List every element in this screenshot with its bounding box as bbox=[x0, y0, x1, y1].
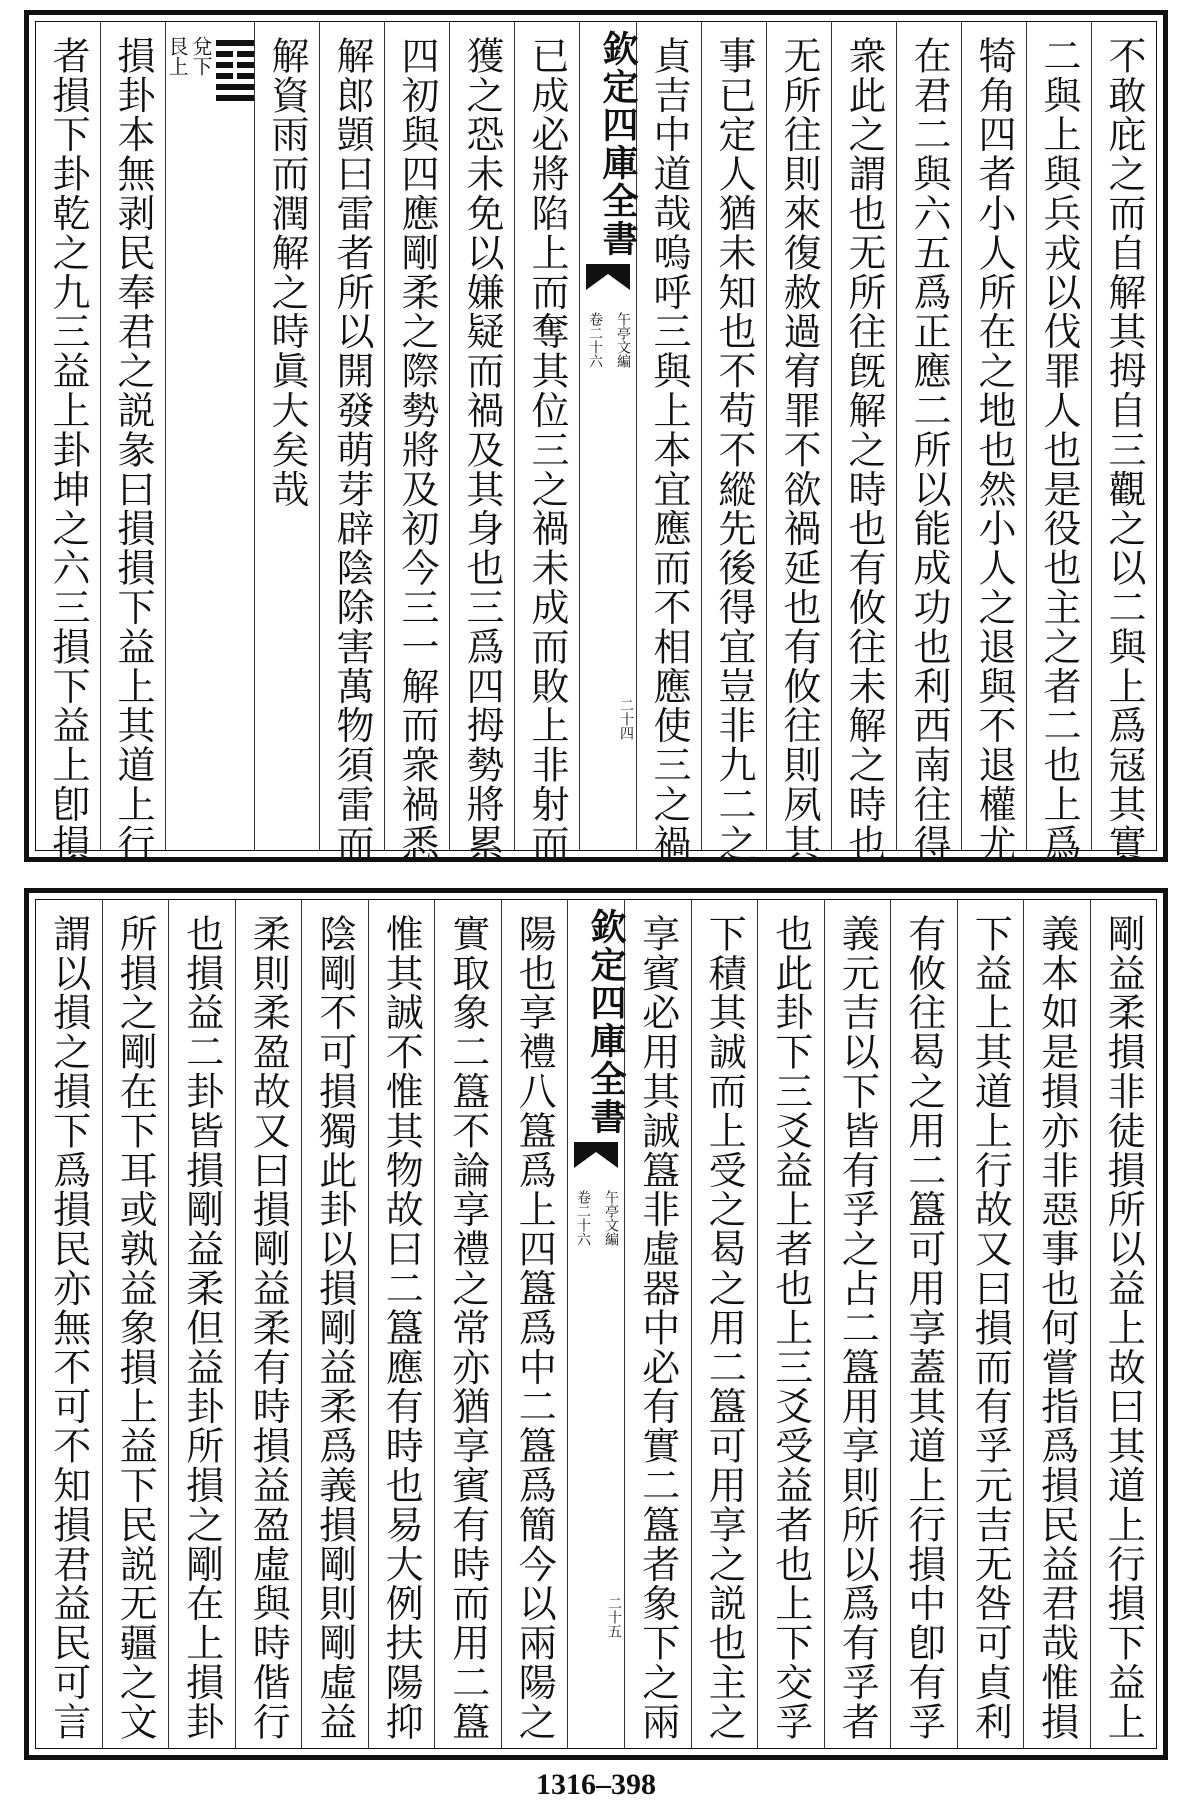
column-text: 也損益二卦皆損剛益柔但益卦所損之剛在上損卦 bbox=[179, 914, 224, 1742]
folio-number: 二十四 bbox=[618, 698, 634, 740]
text-column bbox=[384, 22, 449, 864]
column-text: 者損下卦乾之九三益上卦坤之六三損下益上卽損 bbox=[46, 36, 90, 864]
trigram-note bbox=[166, 36, 212, 76]
text-column bbox=[235, 900, 302, 1748]
top-page-frame bbox=[35, 21, 1157, 864]
column-text: 損卦本無剥民奉君之説彖曰損損下益上其道上行 bbox=[111, 36, 155, 864]
text-column bbox=[624, 900, 691, 1748]
series-title: 午亭文編 bbox=[615, 312, 631, 368]
text-column bbox=[254, 22, 319, 850]
bottom-page-frame bbox=[35, 899, 1157, 1749]
text-column bbox=[368, 900, 435, 1748]
center-banner bbox=[579, 22, 639, 850]
volume-number: 卷二十六 bbox=[575, 1190, 591, 1246]
bottom-columns bbox=[36, 900, 1156, 1748]
column-text: 下積其誠而上受之曷之用二簋可用享之説也主之 bbox=[702, 914, 747, 1742]
column-text: 犄角四者小人所在之地也然小人之退與不退權尤 bbox=[972, 36, 1016, 864]
column-text: 柔則柔盈故又曰損剛益柔有時損益盈虛與時偕行 bbox=[246, 914, 291, 1742]
column-text: 獲之恐未免以嫌疑而禍及其身也三爲四拇勢將累 bbox=[460, 36, 504, 864]
hexagram-column bbox=[165, 22, 254, 850]
lower-trigram-label: 兌下 bbox=[189, 36, 213, 76]
text-column bbox=[961, 22, 1026, 864]
column-text: 也此卦下三爻益上者也上三爻受益者也上下交孚 bbox=[768, 914, 813, 1742]
reel-page-number: 1316–398 bbox=[536, 1768, 656, 1801]
column-text: 實取象二簋不論享禮之常亦猶享賓有時而用二簋 bbox=[445, 914, 490, 1742]
volume-number: 卷二十六 bbox=[587, 312, 603, 368]
column-text: 貞吉中道哉嗚呼三與上本宜應而不相應使三之禍 bbox=[647, 36, 691, 864]
column-text: 不敢庇之而自解其拇自三觀之以二與上爲冦其實 bbox=[1102, 36, 1146, 864]
text-column bbox=[36, 900, 102, 1748]
sun-hexagram-icon bbox=[216, 40, 254, 106]
column-text: 无所往則來復赦過宥罪不欲禍延也有攸往則夙其 bbox=[777, 36, 821, 864]
column-text: 陰剛不可損獨此卦以損剛益柔爲義損剛則剛虛益 bbox=[312, 914, 357, 1742]
text-column bbox=[890, 900, 957, 1748]
column-text: 已成必將陷上而奪其位三之禍未成而敗上非射而 bbox=[525, 36, 569, 864]
column-text: 義元吉以下皆有孚之占二簋用享則所以爲有孚者 bbox=[835, 914, 880, 1742]
column-text: 陽也享禮八簋爲上四簋爲中二簋爲簡今以兩陽之 bbox=[512, 914, 557, 1742]
column-text: 解資雨而潤解之時眞大矣哉 bbox=[265, 36, 309, 509]
column-text: 解郎顗曰雷者所以開發萌芽辟陰除害萬物須雷而 bbox=[330, 36, 374, 864]
text-column bbox=[896, 22, 961, 864]
text-column bbox=[102, 900, 169, 1748]
series-title: 午亭文編 bbox=[603, 1190, 619, 1246]
text-column bbox=[766, 22, 831, 864]
top-page bbox=[24, 10, 1168, 862]
text-column bbox=[1026, 22, 1091, 864]
top-columns bbox=[36, 22, 1156, 864]
text-column bbox=[449, 22, 514, 864]
column-text: 享賓必用其誠簋非虛器中必有實二簋者象下之兩 bbox=[635, 914, 680, 1742]
column-text: 四初與四應剛柔之際勢將及初今三一解而衆禍悉 bbox=[395, 36, 439, 864]
column-text: 事已定人猶未知也不苟不縱先後得宜豈非九二之 bbox=[712, 36, 756, 864]
text-column bbox=[1091, 22, 1156, 864]
text-column bbox=[824, 900, 891, 1748]
text-column bbox=[36, 22, 100, 864]
folio-number: 二十五 bbox=[606, 1596, 622, 1638]
upper-trigram-label: 艮上 bbox=[165, 36, 189, 76]
column-text: 惟其誠不惟其物故曰二簋應有時也易大例扶陽抑 bbox=[379, 914, 424, 1742]
column-text: 衆此之謂也无所往旣解之時也有攸往未解之時也 bbox=[842, 36, 886, 864]
text-column bbox=[757, 900, 824, 1748]
text-column bbox=[957, 900, 1024, 1748]
book-title: 欽定四庫全書 bbox=[585, 908, 627, 1136]
text-column bbox=[100, 22, 165, 864]
text-column bbox=[319, 22, 384, 864]
column-text: 二與上與兵戎以伐罪人也是役也主之者二也上爲 bbox=[1037, 36, 1081, 864]
text-column bbox=[636, 22, 701, 864]
column-text: 有攸往曷之用二簋可用享蓋其道上行損中卽有孚 bbox=[901, 914, 946, 1742]
column-text: 義本如是損亦非惡事也何嘗指爲損民益君哉惟損 bbox=[1034, 914, 1079, 1742]
text-column bbox=[831, 22, 896, 864]
fish-tail-mark-icon bbox=[586, 260, 630, 294]
text-column bbox=[168, 900, 235, 1748]
text-column bbox=[434, 900, 501, 1748]
column-text: 剛益柔損非徒損所以益上故曰其道上行損下益上 bbox=[1101, 914, 1146, 1742]
book-title: 欽定四庫全書 bbox=[597, 30, 639, 258]
center-banner bbox=[567, 900, 627, 1748]
column-text: 謂以損之損下爲損民亦無不可不知損君益民可言 bbox=[46, 914, 91, 1742]
text-column bbox=[1090, 900, 1157, 1748]
column-text: 在君二與六五爲正應二所以能成功也利西南往得 bbox=[907, 36, 951, 864]
text-column bbox=[1023, 900, 1090, 1748]
column-text: 下益上其道上行故又曰損而有孚元吉无咎可貞利 bbox=[968, 914, 1013, 1742]
text-column bbox=[501, 900, 568, 1748]
text-column bbox=[691, 900, 758, 1748]
text-column bbox=[301, 900, 368, 1748]
column-text: 所損之剛在下耳或孰益象損上益下民説无疆之文 bbox=[113, 914, 158, 1742]
bottom-page bbox=[24, 888, 1168, 1760]
text-column bbox=[701, 22, 766, 864]
fish-tail-mark-icon bbox=[574, 1138, 618, 1172]
text-column bbox=[514, 22, 579, 864]
